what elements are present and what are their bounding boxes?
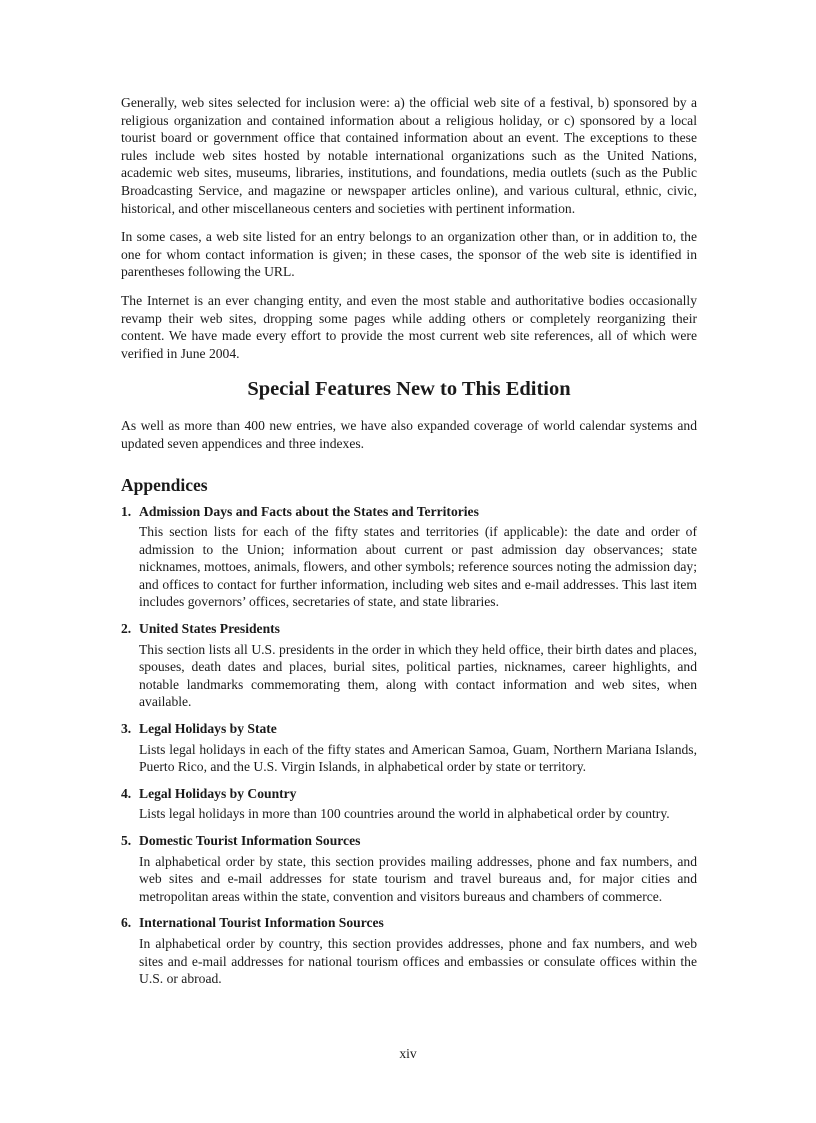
appendix-item	[121, 720, 697, 776]
appendix-item	[121, 785, 697, 823]
appendix-title: Legal Holidays by State	[139, 721, 277, 737]
page-number: xiv	[399, 1046, 417, 1061]
appendix-number: 4.	[121, 785, 132, 801]
appendix-heading	[121, 720, 697, 738]
appendix-heading	[121, 914, 697, 932]
appendix-item	[121, 620, 697, 711]
appendices-heading: Appendices	[121, 474, 208, 495]
appendix-description: This section lists all U.S. presidents in the order in which they held office, their birth dates and places, spouses, death dates and places, burial sites, political parties, nicknames, career highlights, and notable landmarks commemorating them, along with contact information and web sites, when available.	[139, 641, 697, 710]
appendix-title: Admission Days and Facts about the States and Territories	[139, 503, 479, 519]
appendix-title: Legal Holidays by Country	[139, 785, 297, 801]
appendix-title: Domestic Tourist Information Sources	[139, 833, 361, 848]
section-title: Special Features New to This Edition	[247, 378, 571, 401]
page-content	[121, 94, 697, 997]
appendix-number: 1.	[121, 503, 132, 519]
appendix-item	[121, 832, 697, 905]
appendix-number: 3.	[121, 721, 132, 737]
appendix-description: Lists legal holidays in more than 100 countries around the world in alphabetical order by country.	[139, 806, 670, 822]
paragraph-selection-criteria: Generally, web sites selected for inclusion were: a) the official web site of a festival, b) sponsored by a religious organization and contained information about a religious holiday, or c) sponsored by a local tourist board or government office that contained information about an event. The exceptions to these rules include web sites hosted by notable international organizations such as the United Nations, academic web sites, museums, libraries, institutions, and foundations, media outlets (such as the Public Broadcasting Service, and magazine or newspaper articles online), and various cultural, ethnic, civic, historical, and other miscellaneous centers and societies with pertinent information.	[121, 95, 697, 216]
appendix-heading	[121, 620, 697, 638]
appendix-item	[121, 503, 697, 612]
appendix-description: Lists legal holidays in each of the fifty states and American Samoa, Guam, Northern Mariana Islands, Puerto Rico, and the U.S. Virgin Islands, in alphabetical order by state or territory.	[139, 741, 697, 775]
appendix-heading	[121, 785, 697, 803]
appendix-number: 2.	[121, 621, 132, 637]
appendix-item	[121, 914, 697, 987]
appendix-number: 5.	[121, 833, 132, 848]
appendix-heading	[121, 832, 697, 850]
appendix-title: International Tourist Information Sources	[139, 915, 384, 931]
appendix-title: United States Presidents	[139, 621, 280, 637]
section-intro: As well as more than 400 new entries, we have also expanded coverage of world calendar systems and updated seven appendices and three indexes.	[121, 418, 697, 451]
appendix-list	[121, 503, 697, 988]
appendix-number: 6.	[121, 915, 132, 931]
appendix-heading	[121, 503, 697, 521]
paragraph-internet-changes: The Internet is an ever changing entity, and even the most stable and authoritative bodies occasionally revamp their web sites, dropping some pages while adding others or completely reorganizing their content. We have made every effort to provide the most current web site references, all of which were verified in June 2004.	[121, 292, 697, 361]
appendix-description: This section lists for each of the fifty states and territories (if applicable): the date and order of admission to the Union; information about current or past admission day observances; state nicknames, mottoes, animals, flowers, and other symbols; reference sources noting the admission day; and offices to contact for further information, including web sites and e-mail addresses. This last item includes governors’ offices, secretaries of state, and state libraries.	[139, 524, 697, 610]
appendix-description: In alphabetical order by country, this section provides addresses, phone and fax numbers, and web sites and e-mail addresses for national tourism offices and embassies or consulate offices within the U.S. or abroad.	[139, 935, 697, 987]
appendix-description: In alphabetical order by state, this section provides mailing addresses, phone and fax numbers, and web sites and e-mail addresses for state tourism and travel bureaus and, for major cities and metropolitan areas within the state, convention and visitors bureaus and chambers of commerce.	[139, 853, 697, 904]
paragraph-web-site-sponsors: In some cases, a web site listed for an entry belongs to an organization other than, or in addition to, the one for whom contact information is given; in these cases, the sponsor of the web site is identified in parentheses following the URL.	[121, 229, 697, 280]
